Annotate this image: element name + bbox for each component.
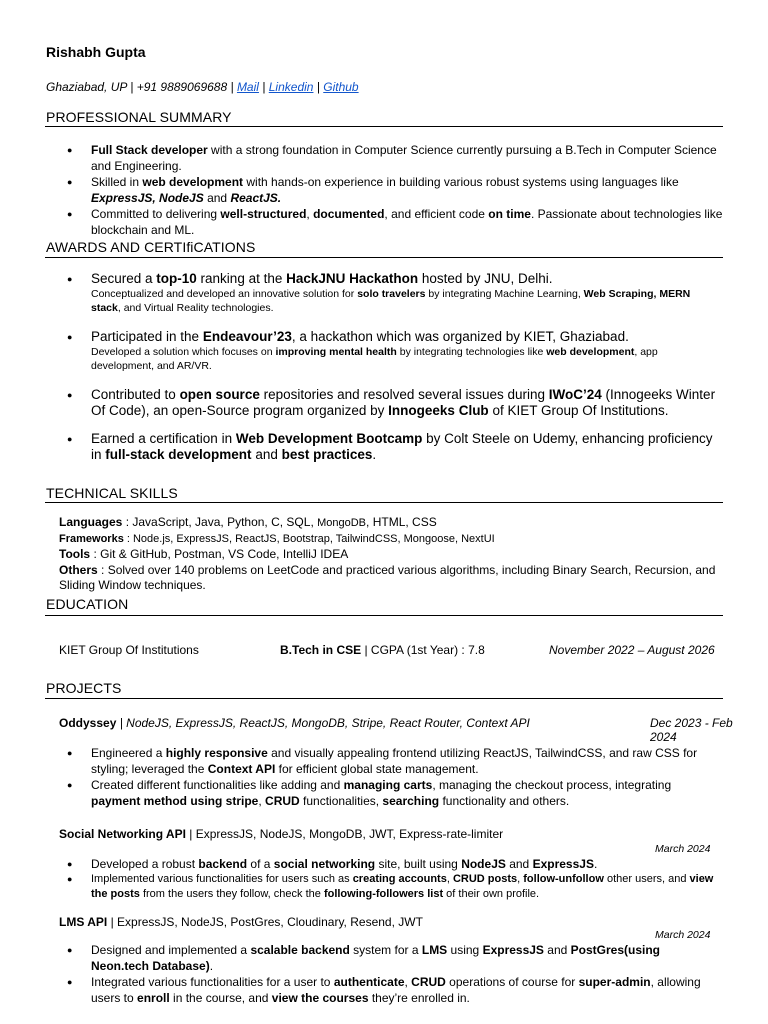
project-date: March 2024	[655, 929, 711, 941]
education-institute: KIET Group Of Institutions	[59, 643, 199, 657]
section-divider	[45, 698, 723, 699]
list-item: ● Full Stack developer with a strong foundation in Computer Science currently pursuing a B.Tech in Computer Science and Engineering.	[67, 142, 727, 174]
section-title-summary: PROFESSIONAL SUMMARY	[46, 109, 232, 125]
project-bullets	[67, 745, 717, 809]
project-title-social-networking: Social Networking API | ExpressJS, NodeJS, MongoDB, JWT, Express-rate-limiter	[59, 827, 504, 841]
section-divider	[45, 502, 723, 503]
skills-others: Others : Solved over 140 problems on LeetCode and practiced various algorithms, including Binary Search, Recursion, and Sliding Window techniques.	[59, 562, 716, 593]
section-title-projects: PROJECTS	[46, 680, 122, 696]
linkedin-link[interactable]: Linkedin	[268, 80, 314, 94]
github-link[interactable]: Github	[323, 80, 359, 94]
list-item: ● Created different functionalities like adding and managing carts, managing the checkout process, integrating payment method using stripe, CRUD functionalities, searching functionality and others.	[67, 777, 717, 809]
project-title-lms-api: LMS API | ExpressJS, NodeJS, PostGres, Cloudinary, Resend, JWT	[59, 915, 423, 929]
project-title-oddyssey: Oddyssey | NodeJS, ExpressJS, ReactJS, MongoDB, Stripe, React Router, Context API	[59, 716, 530, 730]
section-divider	[45, 615, 723, 616]
section-divider	[45, 126, 723, 127]
skills-tools: Tools : Git & GitHub, Postman, VS Code, IntelliJ IDEA	[59, 547, 349, 562]
section-title-awards: AWARDS AND CERTIfiCATIONS	[46, 239, 256, 255]
mail-link[interactable]: Mail	[236, 80, 259, 94]
list-item: ● Participated in the Endeavour’23, a hackathon which was organized by KIET, Ghaziabad. Developed a solution which focuses on improving mental health by integrating technologies like web development, app development, and AR/VR.	[67, 329, 717, 373]
list-item: ● Implemented various functionalities for users such as creating accounts, CRUD posts, follow-unfollow other users, and view the posts from the users they follow, check the following-followers list of their own profile.	[67, 872, 717, 901]
education-dates: November 2022 – August 2026	[549, 643, 715, 657]
list-item: ● Integrated various functionalities for a user to authenticate, CRUD operations of course for super-admin, allowing users to enroll in the course, and view the courses they’re enrolled in.	[67, 974, 717, 1006]
project-bullets	[67, 856, 717, 901]
project-date: March 2024	[655, 843, 711, 855]
skills-frameworks: Frameworks : Node.js, ExpressJS, ReactJS, Bootstrap, TailwindCSS, Mongoose, NextUI	[59, 532, 495, 545]
summary-list	[67, 142, 727, 238]
location-phone: Ghaziabad, UP | +91 9889069688 |	[46, 80, 237, 94]
list-item: ● Committed to delivering well-structured, documented, and efficient code on time. Passionate about technologies like blockchain and ML.	[67, 206, 727, 238]
project-bullets	[67, 942, 717, 1006]
section-title-skills: TECHNICAL SKILLS	[46, 485, 178, 501]
resume-name: Rishabh Gupta	[46, 44, 146, 60]
skills-languages: Languages : JavaScript, Java, Python, C, SQL, MongoDB, HTML, CSS	[59, 515, 437, 529]
project-date: Dec 2023 - Feb 2024	[650, 716, 733, 744]
section-divider	[45, 257, 723, 258]
list-item: ● Engineered a highly responsive and visually appealing frontend utilizing ReactJS, TailwindCSS, and raw CSS for styling; leveraged the Context API for efficient global state management.	[67, 745, 717, 777]
list-item: ● Designed and implemented a scalable backend system for a LMS using ExpressJS and PostGres(using Neon.tech Database).	[67, 942, 717, 974]
contact-line: Ghaziabad, UP | +91 9889069688 | Mail | Linkedin | Github	[46, 80, 359, 94]
education-degree: B.Tech in CSE | CGPA (1st Year) : 7.8	[280, 643, 485, 657]
list-item: ● Contributed to open source repositories and resolved several issues during IWoC’24 (Innogeeks Winter Of Code), an open-Source program organized by Innogeeks Club of KIET Group Of Institutions.	[67, 387, 717, 419]
list-item: ● Secured a top-10 ranking at the HackJNU Hackathon hosted by JNU, Delhi. Conceptualized and developed an innovative solution for solo travelers by integrating Machine Learning, Web Scraping, MERN stack, and Virtual Reality technologies.	[67, 271, 717, 315]
skills-block	[59, 515, 724, 594]
list-item: ● Earned a certification in Web Development Bootcamp by Colt Steele on Udemy, enhancing proficiency in full-stack development and best practices.	[67, 431, 717, 463]
list-item: ● Skilled in web development with hands-on experience in building various robust systems using languages like ExpressJS, NodeJS and ReactJS.	[67, 174, 727, 206]
list-item: ● Developed a robust backend of a social networking site, built using NodeJS and ExpressJS.	[67, 856, 717, 872]
awards-list	[67, 271, 717, 463]
section-title-education: EDUCATION	[46, 596, 129, 612]
